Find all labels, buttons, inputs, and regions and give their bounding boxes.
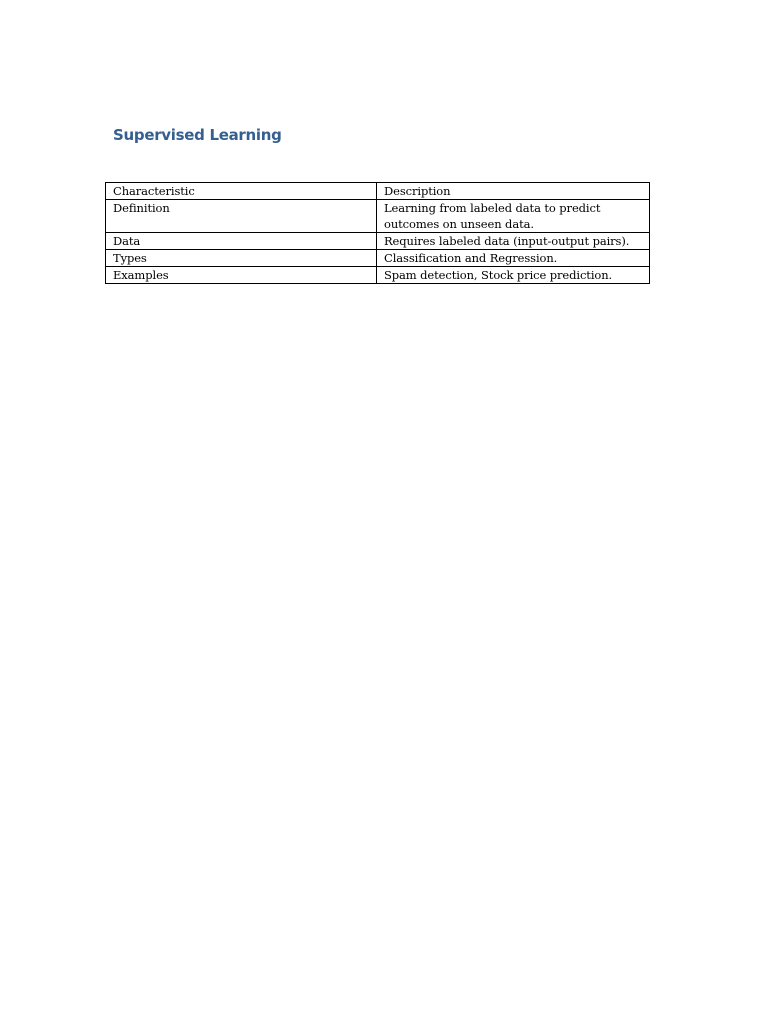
header-cell-description: Description bbox=[377, 183, 650, 200]
row-label-types: Types bbox=[106, 250, 377, 267]
table-header-row bbox=[106, 183, 650, 200]
row-value-data: Requires labeled data (input-output pairs). bbox=[377, 233, 650, 250]
table-row bbox=[106, 250, 650, 267]
table-row bbox=[106, 233, 650, 250]
header-cell-characteristic: Characteristic bbox=[106, 183, 377, 200]
row-label-definition: Definition bbox=[106, 200, 377, 233]
table-row bbox=[106, 200, 650, 233]
table-row bbox=[106, 267, 650, 284]
row-value-examples: Spam detection, Stock price prediction. bbox=[377, 267, 650, 284]
page-title: Supervised Learning bbox=[113, 126, 282, 144]
row-value-definition: Learning from labeled data to predict outcomes on unseen data. bbox=[377, 200, 650, 233]
row-value-types: Classification and Regression. bbox=[377, 250, 650, 267]
row-label-examples: Examples bbox=[106, 267, 377, 284]
characteristics-table bbox=[105, 182, 650, 284]
row-label-data: Data bbox=[106, 233, 377, 250]
